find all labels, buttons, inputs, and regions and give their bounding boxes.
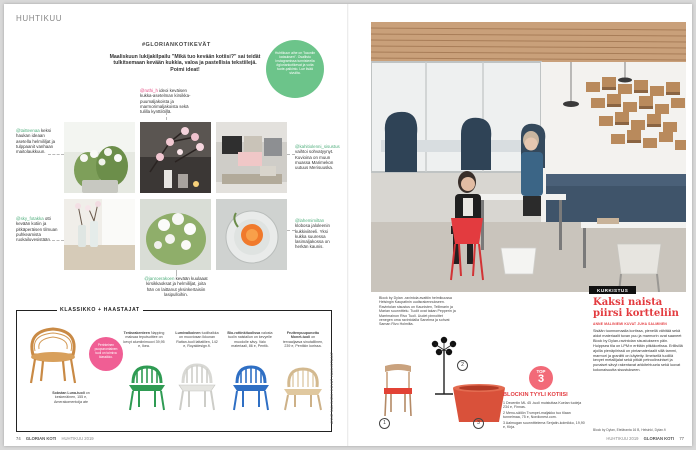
white-chair-illustration <box>177 361 217 411</box>
caption-text: ideoi keväisen kukka-asetelman kirsikka-puumaljakoista ja marmorimaljakoista sekä tulilla kynttilöillä. <box>140 88 191 115</box>
caption-taitteenaa <box>16 128 58 154</box>
user-handle: @lahemimiltan <box>295 218 325 223</box>
chair-caption-4 <box>227 331 273 349</box>
photo-bottles-window <box>64 199 135 270</box>
top-badge-number: 3 <box>537 373 545 385</box>
chair-caption-text: on tervaaljaava sinutalllinen, 239 e, Pentikin korissa. <box>282 335 324 349</box>
caption-sky-fotakka <box>16 216 60 242</box>
page-number: 74 <box>16 436 21 441</box>
classic-badge-text: Perinteinen puupunontainen tuoli on toimiva klassikko. <box>94 343 118 359</box>
green-chair-illustration <box>127 363 167 411</box>
caption-janroerakoen <box>144 276 208 297</box>
user-handle: @ruthi_h <box>140 88 158 93</box>
article-byline: ANNE MALINIEMI KUVAT JUHA SALMINEN <box>593 322 667 326</box>
classic-vs-challengers-box <box>16 307 332 432</box>
left-folio <box>16 436 94 441</box>
hashtag-heading: #GLORIANKOTIKEVÄT <box>142 42 211 48</box>
user-handle: @janroerakoen <box>144 276 175 281</box>
section-label: HUHTIKUU <box>16 14 63 23</box>
connector-line <box>287 154 295 155</box>
rattan-armchair-illustration <box>281 365 325 411</box>
magazine-spread <box>4 4 692 446</box>
right-folio <box>606 436 684 441</box>
classic-badge <box>89 337 123 371</box>
article-headline: Kaksi naista piirsi kortteliin <box>593 297 679 319</box>
chair-caption-1 <box>51 391 91 404</box>
photo-pillows-sofa <box>216 122 287 193</box>
user-handle: @taitteenaa <box>16 128 40 133</box>
chair-caption-title: Fruttenpuupunottu Monet-tuoli <box>286 331 320 340</box>
photo-credit: Block by Dylan, Eteläranta 16 B, Helsinki, Dylan.fi <box>593 428 666 432</box>
photo-cherry-branch <box>140 122 211 193</box>
issue-date: HUHTIKUU 2019 <box>61 436 94 441</box>
red-chair-product <box>381 360 415 418</box>
connector-line <box>166 112 167 120</box>
chair-caption-title: Teräsrakenteen <box>123 331 150 335</box>
product-number-2: 2 <box>457 360 468 371</box>
connector-line <box>48 154 64 155</box>
product-number-3: 3 <box>473 418 484 429</box>
right-page <box>349 4 692 446</box>
page-number: 77 <box>679 436 684 441</box>
intro-text: Maaliskuun lukijakilpailu "Mikä tuo kevään kotiisi?" sai teidät tulkitsemaan kevään kukkia, valoa ja pastellisia tekstiilejä. Poimi ideat! <box>109 54 261 73</box>
chair-caption-text: Napping maksaa teputsutitee on kevyt alumiinimuovi 39,95 e, Ikea. <box>123 331 165 349</box>
chair-caption-2 <box>123 331 165 349</box>
box-title: KLASSIKKO + HAASTAJAT <box>57 307 143 313</box>
caption-text: klobosa jaloleenin kukkiviiteeli. Yksi kukka suuressa lasimaljakossa on herkän kaunis. <box>295 223 330 250</box>
chair-caption-text: tuolihaikka on muoviosan Ikkunan Rattan-tuoli lattatilien, 142 e, Royaldesign.fi. <box>176 331 219 349</box>
info-bubble <box>266 40 324 98</box>
magazine-name: GLORIAN KOTI <box>643 436 675 441</box>
product-number-1: 1 <box>379 418 390 429</box>
article-body: Sisään tuonnomaalla kortissa, pienellä vähitää sekä aidot materiaalit tuvan puu ja marmorin ovat saaneet Block by Dylan-ravintolan sisustukseen päin. Huippsea tila on LPM:n erittäin pitkäkortissa. Erillisillä ajoilla pienäpiirissä on pintamateriaalit sillä tammi, marmori ja graniitti on käytetty. Ilmeisellä tuolillä kevyet metallijalat sekä pitkät petroolinsiniset ja punaiset sävyt rakentavat arkkitehtuuria sekä luovat kokonaisuutta sisustukseen. <box>593 329 683 373</box>
top-badge-label: TOP <box>536 369 546 374</box>
chair-caption-3 <box>175 331 219 349</box>
caption-text: otti kevään kotiin ja pitkäperäisen tilmuan puhkeamista ruokailuvesistään. <box>16 216 58 243</box>
caption-text: vaihtoi sohvatyynyt. Kuvioina on muun muassa Marimekon uutuus Merisuuska. <box>295 149 334 171</box>
user-handle: @kahitiolenni_sisustus <box>295 144 340 149</box>
top-three-badge <box>529 366 553 390</box>
caption-lahemimiltan <box>295 218 340 250</box>
caption-text: kevään kuulaaat kirsikkaoksat ja helmililjat, joita hän on laittanut yksinkertaisiin lasipulloihin. <box>146 276 208 297</box>
kicker-label: KURKISTUS <box>589 286 636 294</box>
info-bubble-text: Huhtikuun aihe on "kauniin katauksen". Osallistu Instagramissa tunnisteella #gloriankotikevat ja voita tuote-palkinto. Lue lisää sivuilta. <box>274 51 316 76</box>
chair-caption-text: valosta tuolin naistailun on kevyelle muodolle sävy. Valo materiaali, 86 e, Pentik. <box>228 331 273 349</box>
top-list-title: BLOCKIN TYYLI KOTIISI <box>503 392 568 398</box>
photo-caption: Block by Dylan -ravintola avattiin helmikuussa Helsingin Kaupatinin uudisrakennukseen. Ravintolan sisustus on Kaunisten, Tellimarin ja Marian suunnittelu. Tuolit ovat takan Pepperin ja Marrimainon Rivo Tuoli. Uudet pinnoittet venegen oma ravintolalla Sanelma ja sohvat Saman Rivo Holmilta. <box>379 296 456 327</box>
connector-line <box>52 240 64 241</box>
caption-text: keksi haukan ideaan asetella helmililjat ja tulppaanit vanhaan maitolaukkuun. <box>16 128 56 155</box>
caption-ruthi <box>140 88 196 114</box>
chair-caption-title: Sobstan Luna-tuoli <box>52 391 85 395</box>
top-list-item: 1 Decentin ML 45 -tuoli muistuttaa Kuelan tuoleja 234 e, Finnas. <box>503 401 582 410</box>
chair-caption-title: Bio-rottinkituolissa <box>227 331 261 335</box>
magazine-name: GLORIAN KOTI <box>25 436 57 441</box>
photo-tulips-window <box>64 122 135 193</box>
top-list-item: 3 Aalmugan suunnittelema Serjatin-kolmikko, 19,90 e, Kirja. <box>503 420 585 430</box>
issue-date: HUHTIKUU 2019 <box>606 436 639 441</box>
top-list-item: 2 Menu-säilön Trumpet-maljakko tuo tilaan tunnelmaa, 75 e, Nordicnest.com. <box>503 410 571 420</box>
chair-caption-title: Lumivalkoinen <box>175 331 201 335</box>
photo-white-tulips <box>140 199 211 270</box>
user-handle: @sky_fotakka <box>16 216 44 221</box>
connector-line <box>287 230 295 231</box>
photo-orange-flower-bowl <box>216 199 287 270</box>
chair-caption-5 <box>281 331 325 349</box>
caption-kahitiolenni <box>295 144 340 170</box>
left-page <box>4 4 347 446</box>
blue-chair-illustration <box>231 363 271 411</box>
photo-restaurant-interior <box>371 22 686 292</box>
chair-caption-text: on keskenäinen, 155 e, Amerakomentoija ate <box>54 391 90 404</box>
top-list <box>503 401 587 429</box>
rattan-chair-illustration <box>23 325 83 385</box>
vertical-credit: ANNE MALINIEMI KUVAT VALMISTAJAT <box>330 352 334 424</box>
